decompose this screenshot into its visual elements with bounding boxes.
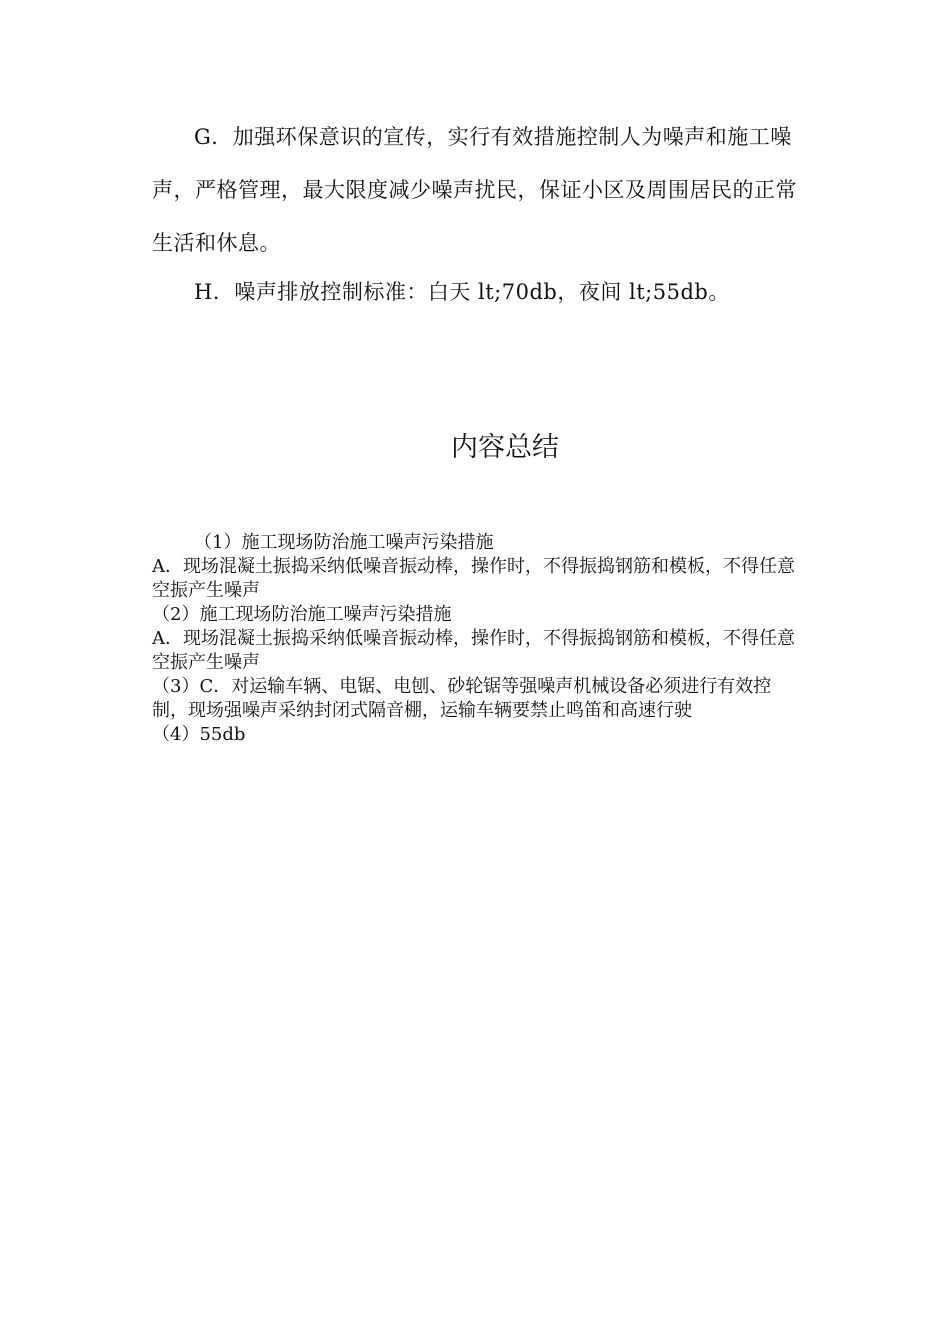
summary-line: （2）施工现场防治施工噪声污染措施 <box>152 604 452 625</box>
summary-line: A．现场混凝土振捣采纳低噪音振动棒，操作时，不得振捣钢筋和模板，不得任意空振产生噪声 <box>152 556 795 601</box>
summary-line: A．现场混凝土振捣采纳低噪音振动棒，操作时，不得振捣钢筋和模板，不得任意空振产生噪声 <box>152 628 795 673</box>
summary-line: （4）55db <box>152 724 246 745</box>
summary-block <box>152 531 802 747</box>
summary-line: （1）施工现场防治施工噪声污染措施 <box>194 532 494 553</box>
summary-line: （3）C．对运输车辆、电锯、电刨、砂轮锯等强噪声机械设备必须进行有效控制，现场强噪声采纳封闭式隔音棚，运输车辆要禁止鸣笛和高速行驶 <box>152 676 772 721</box>
paragraph-g: G．加强环保意识的宣传，实行有效措施控制人为噪声和施工噪声，严格管理，最大限度减少噪声扰民，保证小区及周围居民的正常生活和休息。 <box>152 125 797 255</box>
paragraph-h: H．噪声排放控制标准：白天 lt;70db，夜间 lt;55db。 <box>194 280 730 304</box>
summary-title: 内容总结 <box>451 432 559 463</box>
